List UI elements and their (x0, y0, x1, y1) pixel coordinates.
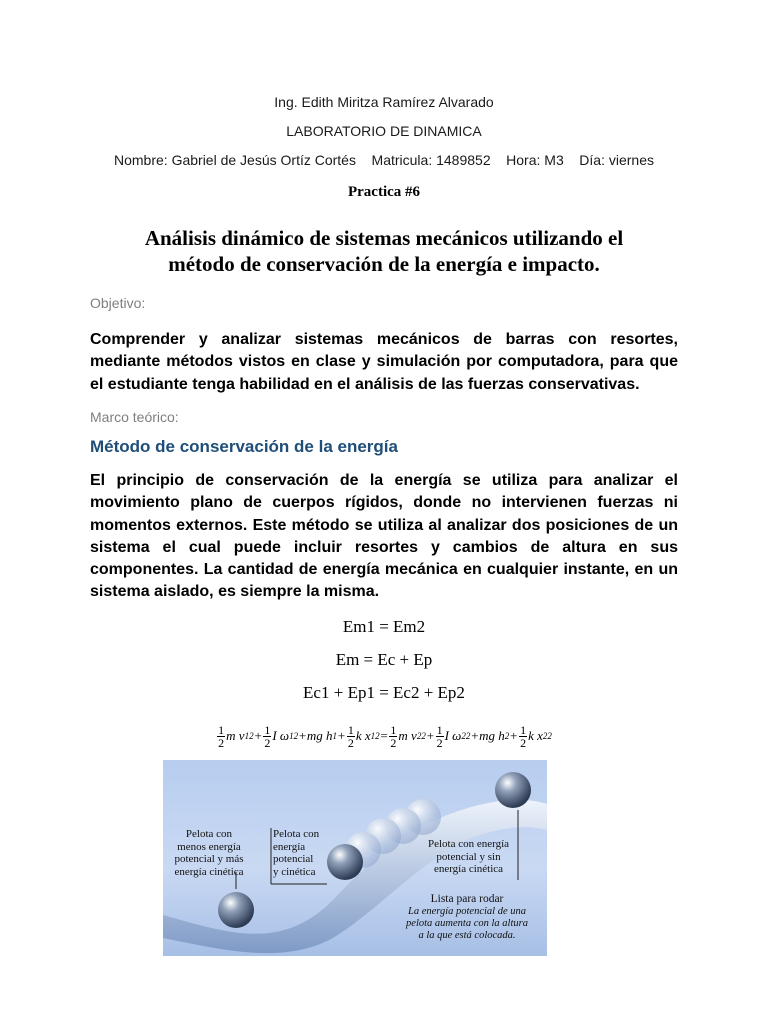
objective-text: Comprender y analizar sistemas mecánicos de barras con resortes, mediante métodos vistos en clase y simulación por computadora, para que el estudiante tenga habilidad en el análisis de las fuerzas conservativas. (90, 331, 678, 393)
figure-caption (403, 893, 531, 942)
practice-number: Practica #6 (347, 184, 421, 200)
bottom-ball (218, 892, 254, 928)
caption-title: Lista para rodar (430, 893, 504, 905)
title-line-1: Análisis dinámico de sistemas mecánicos utilizando el (144, 226, 624, 250)
author-line: Ing. Edith Miritza Ramírez Alvarado (274, 94, 494, 110)
title-line-2: método de conservación de la energía e impacto. (168, 252, 600, 276)
theory-text: El principio de conservación de la energía se utiliza para analizar el movimiento plano de cuerpos rígidos, donde no intervienen fuerzas ni momentos externos. Este método se utiliza al analizar dos posiciones de un sistema el cual puede incluir resortes y cambios de altura en sus componentes. La cantidad de energía mecánica en cualquier instante, en un sistema aislado, es siempre la misma. (90, 472, 678, 601)
section-heading: Método de conservación de la energía (90, 437, 398, 456)
label-top-ball: Pelota con energía potencial y sin energía cinética (427, 838, 510, 875)
energy-figure (163, 760, 547, 956)
equation-3: Ec1 + Ep1 = Ec2 + Ep2 (303, 683, 465, 702)
lab-line: LABORATORIO DE DINAMICA (286, 123, 482, 139)
objective-label: Objetivo: (90, 295, 146, 311)
equation-1: Em1 = Em2 (342, 617, 426, 636)
theory-label: Marco teórico: (90, 409, 179, 425)
top-ball (495, 772, 531, 808)
document-title (0, 225, 768, 277)
equation-2: Em = Ec + Ep (335, 650, 433, 669)
student-line: Nombre: Gabriel de Jesús Ortíz Cortés Matricula: 1489852 Hora: M3 Día: viernes (114, 152, 654, 168)
label-mid-ball: Pelota con energía potencial y cinética (273, 828, 320, 878)
caption-text: La energía potencial de una pelota aumenta con la altura a la que está colocada. (406, 905, 528, 941)
energy-formula: $\frac{1}{2}$ m v 1 2 + $\frac{1}{2}$ I ω 1 2 +mg h 1 + $\frac{1}{2}$ k x 1 2 = $\frac{1}{2}$ m v 2 2 + $\frac{1}{2}$ I ω 2 2 +mg h 2 + $\frac{1}{2}$ k x 2 2 (218, 722, 552, 750)
label-low-ball: Pelota con menos energía potencial y más energía cinética (174, 828, 244, 878)
